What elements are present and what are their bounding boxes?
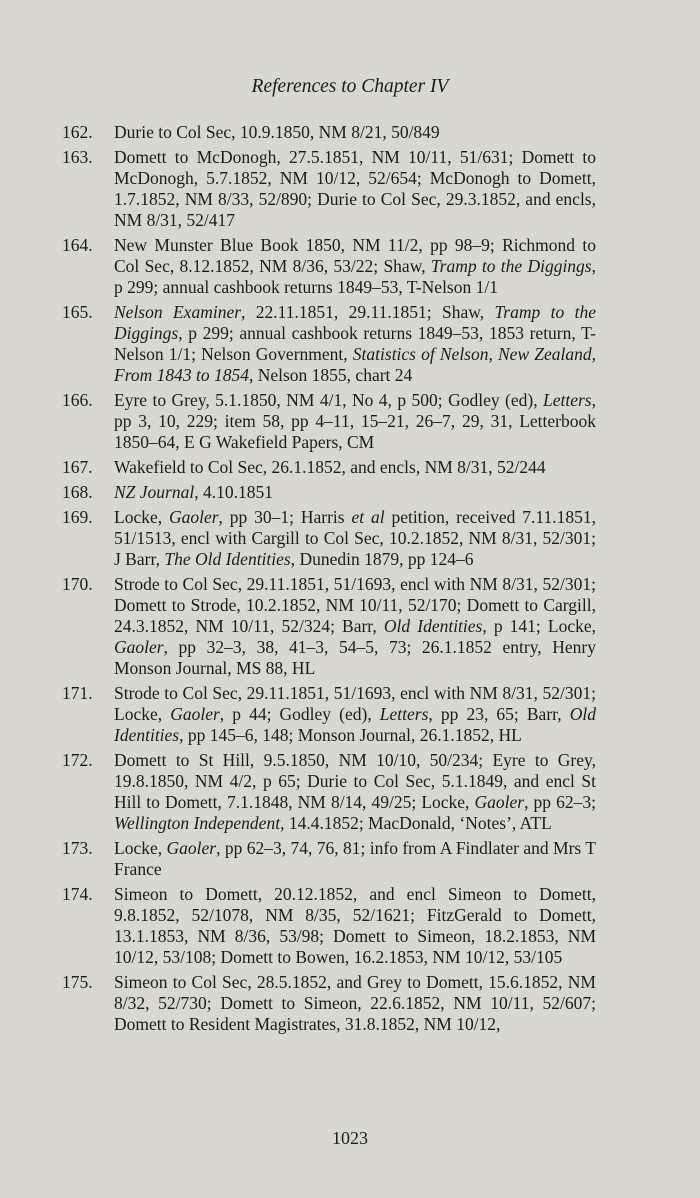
italic-title: Gaoler (168, 507, 219, 527)
reference-number: 171. (62, 683, 93, 703)
reference-entry (62, 457, 596, 478)
reference-text (114, 507, 596, 570)
reference-entry (62, 838, 596, 880)
reference-number: 170. (62, 574, 93, 594)
italic-title: Gaoler (170, 704, 220, 724)
reference-entry (62, 390, 596, 453)
text-segment: , p 141; Locke, (482, 616, 596, 636)
reference-number: 169. (62, 507, 93, 527)
page-number: 1023 (332, 1128, 368, 1148)
reference-text (114, 838, 596, 880)
text-segment: , Dunedin 1879, pp 124–6 (290, 549, 474, 569)
reference-text (114, 574, 596, 679)
text-segment: , Nelson 1855, chart 24 (248, 365, 413, 385)
text-segment: Strode to Col Sec, 29.11.1851, 51/1693, encl with NM 8/31, 52/301; Domett to Strode, 10.2.1852, NM 10/11, 52/170; Domett to Cargill, 24.3.1852, NM 10/11, 52/324; Barr, (114, 574, 596, 636)
text-segment: , pp 62–3; (524, 792, 596, 812)
reference-entry (62, 884, 596, 968)
text-segment: petition, received 7.11.1851, 51/1513, encl with Cargill to Col Sec, 10.2.1852, NM 8/31, 52/301; J Barr, (114, 507, 596, 569)
text-segment: , pp 3, 10, 229; item 58, pp 4–11, 15–21, 26–7, 29, 31, Letterbook 1850–64, E G Wakefield Papers, CM (114, 390, 596, 452)
text-segment: Domett to McDonogh, 27.5.1851, NM 10/11, 51/631; Domett to McDonogh, 5.7.1852, NM 10/12, 52/654; McDonogh to Domett, 1.7.1852, NM 8/33, 52/890; Durie to Col Sec, 29.3.1852, and encls, NM 8/31, 52/417 (114, 147, 596, 230)
reference-text (114, 750, 596, 834)
italic-title: Tramp to the Diggings (430, 256, 592, 276)
reference-entry (62, 302, 596, 386)
reference-list (62, 122, 596, 1039)
text-segment: , pp 145–6, 148; Monson Journal, 26.1.1852, HL (179, 725, 522, 745)
italic-title: The Old Identities (164, 549, 291, 569)
italic-title: Letters (543, 390, 592, 410)
reference-number: 163. (62, 147, 93, 167)
reference-entry (62, 683, 596, 746)
text-segment: New Munster Blue Book 1850, NM 11/2, pp 98–9; Richmond to Col Sec, 8.12.1852, NM 8/36, 53/22; Shaw, (114, 235, 596, 276)
reference-text (114, 147, 596, 231)
reference-entry (62, 235, 596, 298)
italic-title: Old Identities (114, 704, 596, 745)
reference-text (114, 683, 596, 746)
reference-text (114, 884, 596, 968)
italic-title: Statistics of Nelson, New Zealand, From 1843 to 1854 (114, 344, 596, 385)
italic-title: et al (351, 507, 385, 527)
reference-entry (62, 147, 596, 231)
reference-text (114, 122, 596, 143)
text-segment: , pp 30–1; Harris (218, 507, 352, 527)
reference-entry (62, 482, 596, 503)
text-segment: Strode to Col Sec, 29.11.1851, 51/1693, encl with NM 8/31, 52/301; Locke, (114, 683, 596, 724)
text-segment: , 14.4.1852; MacDonald, ‘Notes’, ATL (280, 813, 552, 833)
reference-number: 165. (62, 302, 93, 322)
text-segment: Domett to St Hill, 9.5.1850, NM 10/10, 50/234; Eyre to Grey, 19.8.1850, NM 4/2, p 65; Durie to Col Sec, 5.1.1849, and encl St Hill to Domett, 7.1.1848, NM 8/14, 49/25; Locke, (114, 750, 596, 812)
reference-entry (62, 507, 596, 570)
italic-title: NZ Journal (114, 482, 195, 502)
reference-text (114, 235, 596, 298)
italic-title: Gaoler (474, 792, 525, 812)
text-segment: Durie to Col Sec, 10.9.1850, NM 8/21, 50/849 (114, 122, 440, 142)
reference-text (114, 972, 596, 1035)
reference-number: 162. (62, 122, 93, 142)
italic-title: Gaoler (114, 637, 164, 657)
italic-title: Wellington Independent (114, 813, 281, 833)
reference-number: 173. (62, 838, 93, 858)
reference-entry (62, 574, 596, 679)
italic-title: Tramp to the Diggings (114, 302, 596, 343)
chapter-heading: References to Chapter IV (251, 76, 449, 97)
italic-title: Letters (379, 704, 429, 724)
reference-number: 167. (62, 457, 93, 477)
reference-number: 172. (62, 750, 93, 770)
reference-text (114, 302, 596, 386)
text-segment: Simeon to Domett, 20.12.1852, and encl Simeon to Domett, 9.8.1852, 52/1078, NM 8/35, 52/1621; FitzGerald to Domett, 13.1.1853, NM 8/36, 53/98; Domett to Simeon, 18.2.1853, NM 10/12, 53/108; Domett to Bowen, 16.2.1853, NM 10/12, 53/105 (114, 884, 596, 967)
reference-entry (62, 750, 596, 834)
text-segment: Locke, (114, 838, 167, 858)
text-segment: , 22.11.1851, 29.11.1851; Shaw, (241, 302, 495, 322)
text-segment: Eyre to Grey, 5.1.1850, NM 4/1, No 4, p 500; Godley (ed), (114, 390, 543, 410)
text-segment: Wakefield to Col Sec, 26.1.1852, and encls, NM 8/31, 52/244 (114, 457, 546, 477)
reference-number: 166. (62, 390, 93, 410)
italic-title: Old Identities (383, 616, 483, 636)
reference-entry (62, 972, 596, 1035)
reference-entry (62, 122, 596, 143)
text-segment: , p 299; annual cashbook returns 1849–53, 1853 return, T-Nelson 1/1; Nelson Government, (114, 323, 596, 364)
text-segment: Locke, (114, 507, 169, 527)
reference-text (114, 457, 596, 478)
text-segment: , pp 23, 65; Barr, (428, 704, 570, 724)
text-segment: , p 44; Godley (ed), (219, 704, 380, 724)
text-segment: , pp 62–3, 74, 76, 81; info from A Findlater and Mrs T France (114, 838, 597, 879)
text-segment: Simeon to Col Sec, 28.5.1852, and Grey to Domett, 15.6.1852, NM 8/32, 52/730; Domett to Simeon, 22.6.1852, NM 10/11, 52/607; Domett to Resident Magistrates, 31.8.1852, NM 10/12, (114, 972, 596, 1034)
text-segment: , pp 32–3, 38, 41–3, 54–5, 73; 26.1.1852 entry, Henry Monson Journal, MS 88, HL (114, 637, 596, 678)
italic-title: Nelson Examiner (114, 302, 242, 322)
text-segment: , 4.10.1851 (194, 482, 273, 502)
text-segment: , p 299; annual cashbook returns 1849–53, T-Nelson 1/1 (114, 256, 596, 297)
reference-text (114, 390, 596, 453)
reference-number: 174. (62, 884, 93, 904)
reference-text (114, 482, 596, 503)
reference-number: 168. (62, 482, 93, 502)
reference-number: 164. (62, 235, 93, 255)
reference-number: 175. (62, 972, 93, 992)
italic-title: Gaoler (166, 838, 217, 858)
